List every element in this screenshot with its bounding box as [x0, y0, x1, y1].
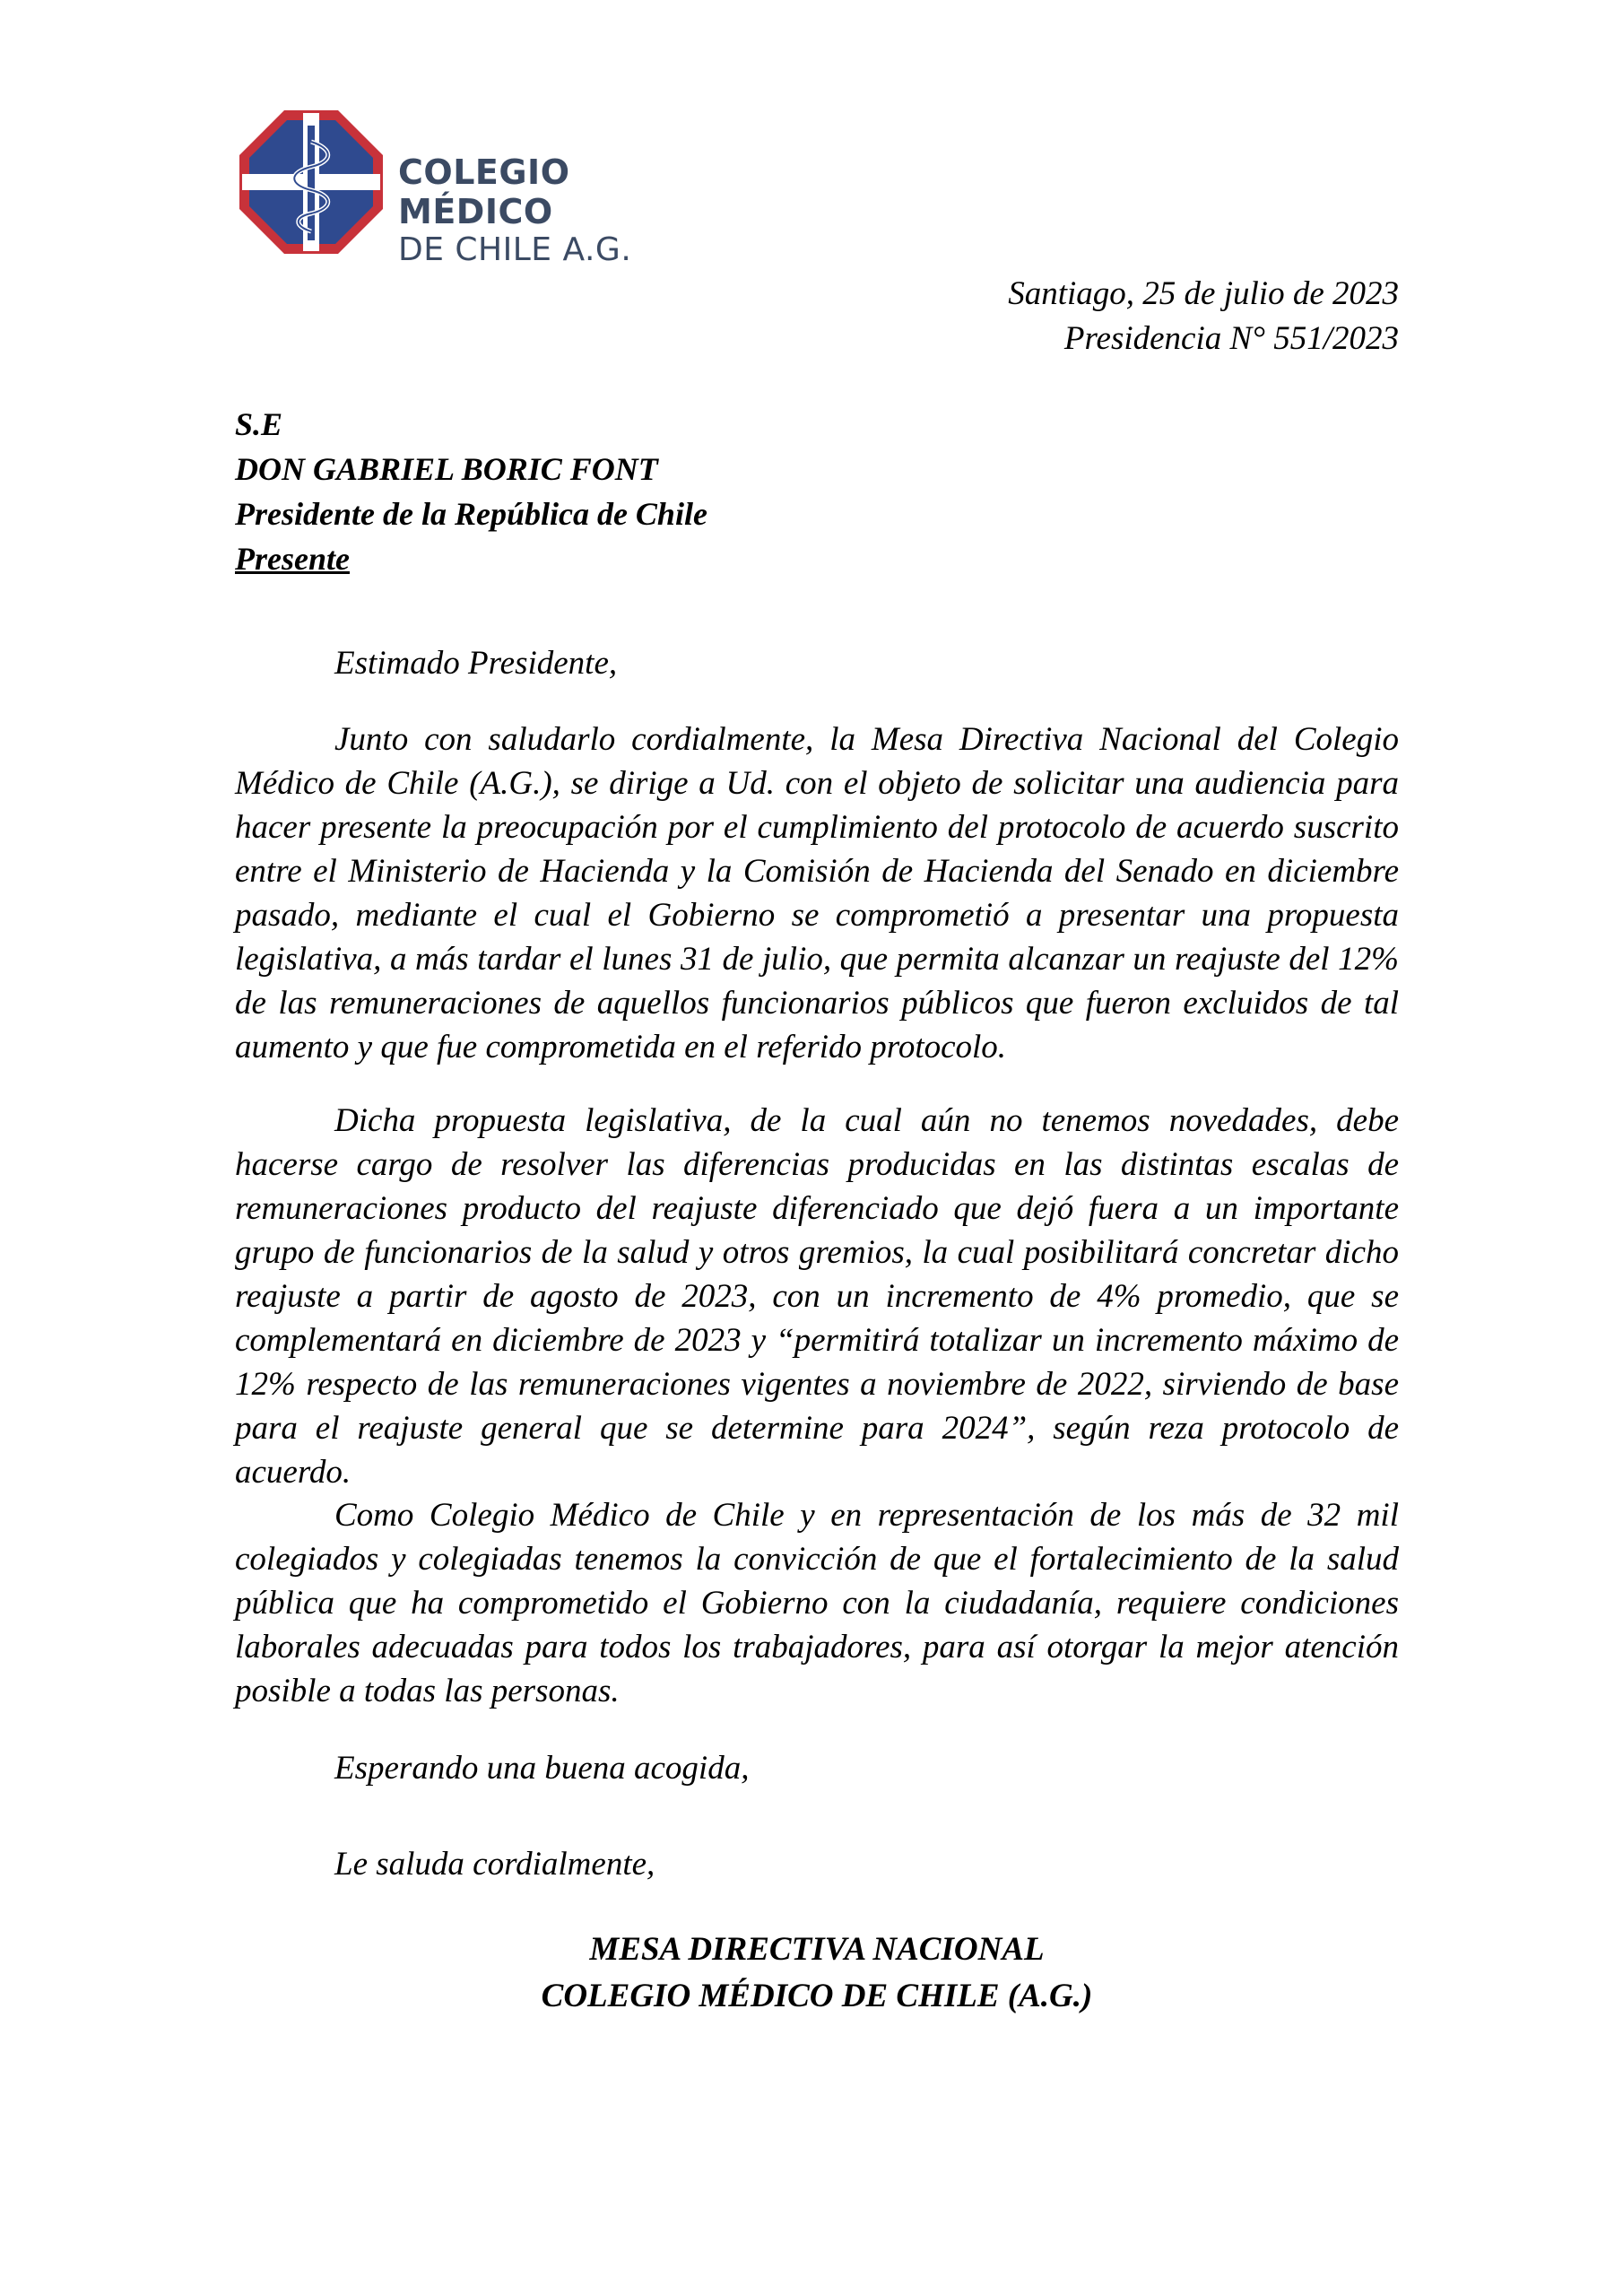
recipient-block [235, 402, 707, 581]
body-paragraph-1: Junto con saludarlo cordialmente, la Mesa Directiva Nacional del Colegio Médico de Chile (A.G.), se dirige a Ud. con el objeto de solicitar una audiencia para hacer presente la preocupación por el cumplimiento del protocolo de acuerdo suscrito entre el Ministerio de Hacienda y la Comisión de Hacienda del Senado en diciembre pasado, mediante el cual el Gobierno se comprometió a presentar una propuesta legislativa, a más tardar el lunes 31 de julio, que permita alcanzar un reajuste del 12% de las remuneraciones de aquellos funcionarios públicos que fueron excluidos de tal aumento y que fue comprometida en el referido protocolo. [235, 721, 1399, 1065]
logo-text-line2: DE CHILE A.G. [398, 231, 632, 268]
salutation: Estimado Presidente, [334, 645, 618, 682]
date-reference-block [1008, 272, 1399, 361]
logo-text-line1: COLEGIO MÉDICO [398, 152, 570, 231]
letterhead-logo [235, 106, 701, 267]
closing-line-2: Le saluda cordialmente, [334, 1846, 655, 1883]
body-paragraph-2: Dicha propuesta legislativa, de la cual aún no tenemos novedades, debe hacerse cargo de resolver las diferencias producidas en las distintas escalas de remuneraciones producto del reajuste diferenciado que dejó fuera a un importante grupo de funcionarios de la salud y otros gremios, la cual posibilitará concretar dicho reajuste a partir de agosto de 2023, con un incremento de 4% promedio, que se complementará en diciembre de 2023 y “permitirá totalizar un incremento máximo de 12% respecto de las remuneraciones vigentes a noviembre de 2022, sirviendo de base para el reajuste general que se determine para 2024”, según reza protocolo de acuerdo. [235, 1102, 1399, 1491]
recipient-name: DON GABRIEL BORIC FONT [235, 451, 658, 487]
recipient-title: Presidente de la República de Chile [235, 496, 707, 532]
recipient-presente: Presente [235, 541, 350, 577]
signature-line-2: COLEGIO MÉDICO DE CHILE (A.G.) [541, 1978, 1093, 2014]
letter-reference: Presidencia N° 551/2023 [1063, 320, 1399, 357]
logo-wordmark [398, 152, 701, 269]
closing-line-1: Esperando una buena acogida, [334, 1750, 750, 1787]
colegio-medico-emblem-icon [235, 106, 387, 258]
body-paragraph-3: Como Colegio Médico de Chile y en representación de los más de 32 mil colegiados y colegiadas tenemos la convicción de que el fortalecimiento de la salud pública que ha comprometido el Gobierno con la ciudadanía, requiere condiciones laborales adecuadas para todos los trabajadores, para así otorgar la mejor atención posible a todas las personas. [235, 1497, 1399, 1709]
letter-date: Santiago, 25 de julio de 2023 [1008, 275, 1399, 312]
signature-block [235, 1926, 1399, 2020]
signature-line-1: MESA DIRECTIVA NACIONAL [589, 1931, 1045, 1968]
recipient-honorific: S.E [235, 406, 283, 442]
